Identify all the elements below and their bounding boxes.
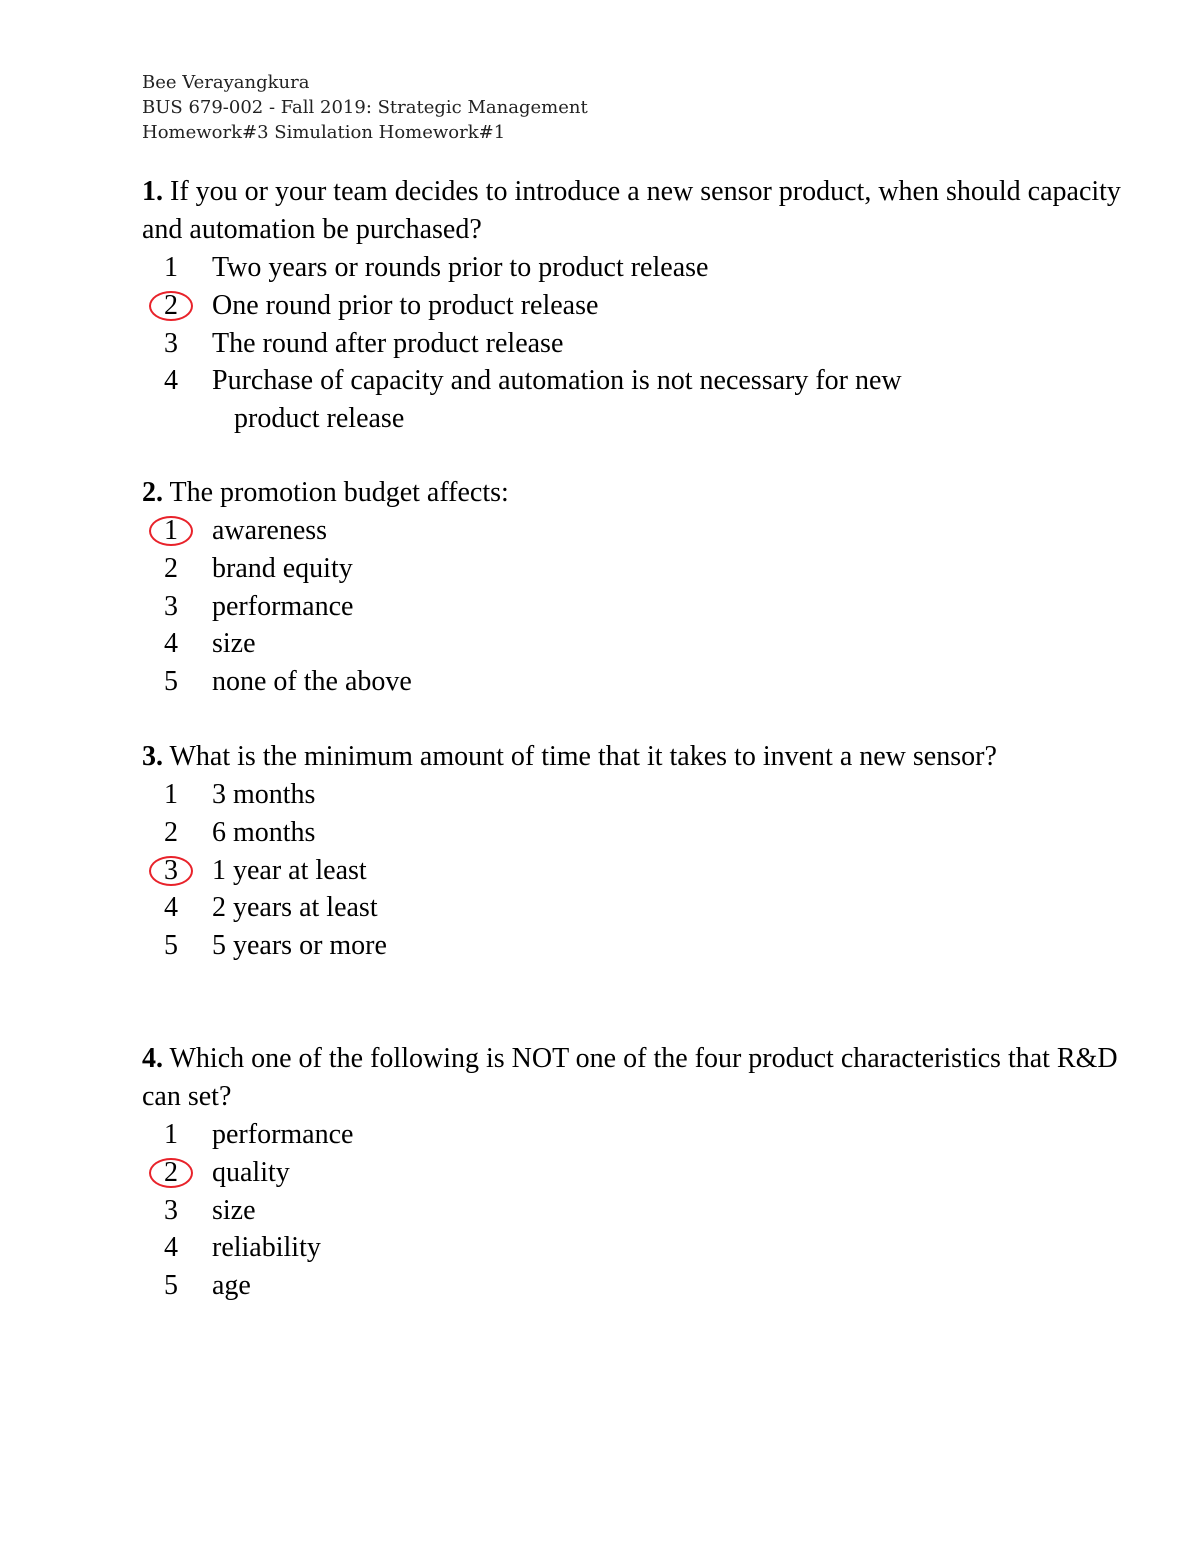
option-label: age <box>212 1270 251 1302</box>
option-label: none of the above <box>212 666 412 698</box>
option-4 <box>142 1229 1142 1267</box>
document-header <box>142 70 588 145</box>
option-label: One round prior to product release <box>212 289 599 321</box>
option-1 <box>142 776 1142 814</box>
option-number: 3 <box>164 854 178 886</box>
course-title: BUS 679-002 - Fall 2019: Strategic Management <box>142 97 588 118</box>
option-number: 1 <box>164 252 178 283</box>
option-label: performance <box>212 1119 354 1150</box>
option-label-line1: Purchase of capacity and automation is not necessary for new <box>212 365 902 397</box>
option-5 <box>142 1267 1142 1305</box>
option-label: 1 year at least <box>212 854 367 886</box>
option-3 <box>142 588 1142 626</box>
option-label: 6 months <box>212 816 316 848</box>
option-5 <box>142 663 1142 701</box>
question-number: 2. <box>142 477 163 508</box>
option-5 <box>142 927 1142 965</box>
question-prompt: What is the minimum amount of time that it takes to invent a new sensor? <box>163 741 997 772</box>
question-prompt: If you or your team decides to introduce a new sensor product, when should capacity and automation be purchased? <box>142 176 1121 245</box>
option-number: 3 <box>164 327 178 359</box>
option-label: 2 years at least <box>212 892 378 924</box>
option-label: reliability <box>212 1232 321 1264</box>
option-2 <box>142 814 1142 852</box>
option-number: 1 <box>164 1119 178 1150</box>
option-label <box>212 362 1012 438</box>
option-number: 3 <box>164 590 178 622</box>
question-4-text <box>142 1040 1142 1116</box>
student-name: Bee Verayangkura <box>142 72 310 93</box>
option-4 <box>142 889 1142 927</box>
option-3 <box>142 1192 1142 1230</box>
question-4 <box>142 1040 1142 1305</box>
question-number: 4. <box>142 1043 163 1074</box>
answer-options <box>142 512 1142 701</box>
option-number: 5 <box>164 666 178 698</box>
question-2-text <box>142 474 1142 512</box>
option-label: size <box>212 628 256 660</box>
option-number: 4 <box>164 1232 178 1264</box>
option-number: 2 <box>164 552 178 584</box>
option-1 <box>142 249 1142 287</box>
question-3-text <box>142 738 1142 776</box>
question-1-text <box>142 173 1142 249</box>
option-number: 2 <box>164 1156 178 1188</box>
option-number: 1 <box>164 515 178 546</box>
option-number: 5 <box>164 1270 178 1302</box>
option-number: 2 <box>164 289 178 321</box>
option-number: 4 <box>164 892 178 924</box>
option-label: quality <box>212 1156 290 1188</box>
option-number: 5 <box>164 930 178 962</box>
question-number: 1. <box>142 176 163 207</box>
option-number: 1 <box>164 779 178 810</box>
assignment-title: Homework#3 Simulation Homework#1 <box>142 122 506 143</box>
option-number: 4 <box>164 628 178 660</box>
option-4 <box>142 625 1142 663</box>
option-number: 2 <box>164 816 178 848</box>
option-label: brand equity <box>212 552 353 584</box>
question-prompt: The promotion budget affects: <box>163 477 509 508</box>
option-label: 5 years or more <box>212 930 387 962</box>
option-label: awareness <box>212 515 328 546</box>
answer-options <box>142 1116 1142 1305</box>
option-3 <box>142 325 1142 363</box>
option-number: 3 <box>164 1194 178 1226</box>
question-number: 3. <box>142 741 163 772</box>
option-4 <box>142 362 1142 438</box>
question-3 <box>142 738 1142 965</box>
question-prompt: Which one of the following is NOT one of the four product characteristics that R&D can set? <box>142 1043 1118 1112</box>
question-2 <box>142 474 1142 701</box>
option-2 <box>142 550 1142 588</box>
question-1 <box>142 173 1142 438</box>
option-3 <box>142 852 1142 890</box>
option-label: Two years or rounds prior to product release <box>212 252 709 283</box>
answer-options <box>142 776 1142 965</box>
option-label: 3 months <box>212 779 316 810</box>
option-label: size <box>212 1194 256 1226</box>
option-1 <box>142 1116 1142 1154</box>
answer-options <box>142 249 1142 438</box>
option-1 <box>142 512 1142 550</box>
option-2 <box>142 287 1142 325</box>
option-label: performance <box>212 590 354 622</box>
option-2 <box>142 1154 1142 1192</box>
option-label-line2: product release <box>234 403 405 435</box>
option-number: 4 <box>164 365 178 397</box>
option-label: The round after product release <box>212 327 564 359</box>
